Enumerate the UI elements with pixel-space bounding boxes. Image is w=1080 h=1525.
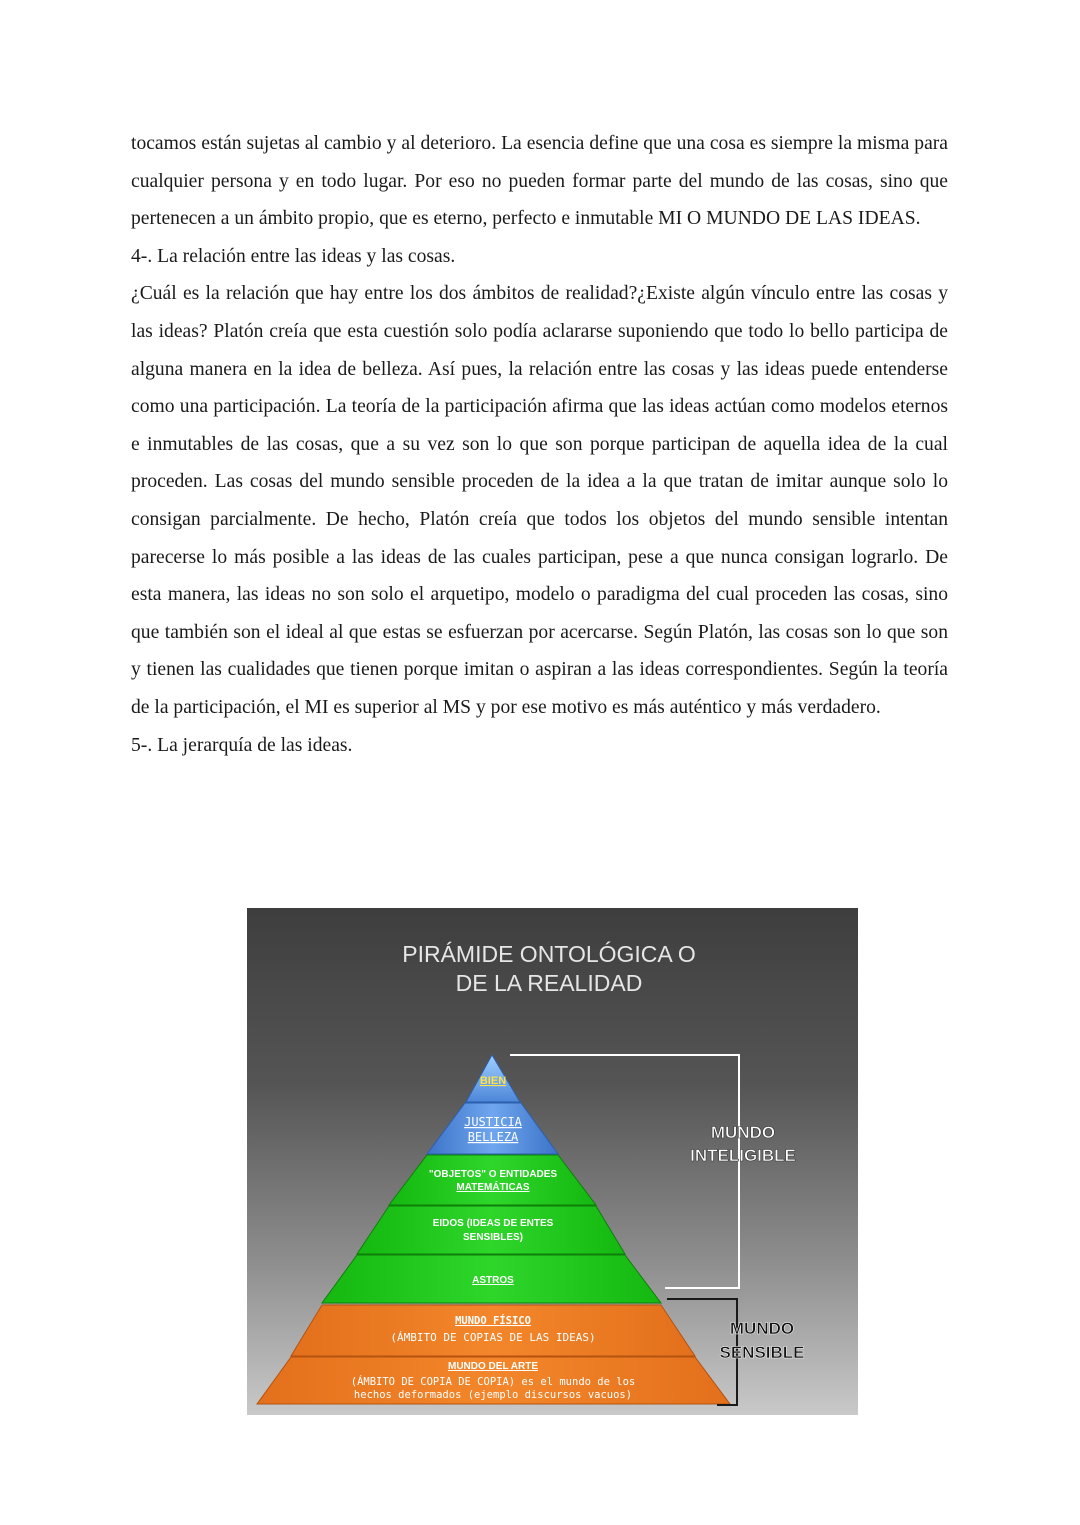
- pyramid-title-line1: PIRÁMIDE ONTOLÓGICA O: [402, 941, 696, 967]
- label-mundo-inteligible-1: MUNDO: [710, 1123, 776, 1142]
- heading-relacion: 4-. La relación entre las ideas y las cosas.: [131, 245, 456, 267]
- label-mundo-sensible-2: SENSIBLE: [719, 1343, 805, 1362]
- label-belleza: BELLEZA: [467, 1130, 519, 1144]
- paragraph-esencia: tocamos están sujetas al cambio y al deterioro. La esencia define que una cosa es siempre la misma para cualquier persona y en todo lugar. Por eso no pueden formar parte del mundo de las cosas, sino que pertenecen a un ámbito propio, que es eterno, perfecto e inmutable MI O MUNDO DE LAS IDEAS.: [131, 133, 948, 230]
- label-arte-2: (ÁMBITO DE COPIA DE COPIA) es el mundo de los: [350, 1376, 636, 1388]
- label-bien: BIEN: [479, 1075, 507, 1087]
- label-mundo-sensible-1: MUNDO: [729, 1319, 795, 1338]
- body-text: [131, 125, 948, 764]
- paragraph-participacion: ¿Cuál es la relación que hay entre los dos ámbitos de realidad?¿Existe algún vínculo entre las cosas y las ideas? Platón creía que esta cuestión solo podía aclararse suponiendo que todo lo bello participa de alguna manera en la idea de belleza. Así pues, la relación entre las cosas y las ideas puede entenderse como una participación. La teoría de la participación afirma que las ideas actúan como modelos eternos e inmutables de las cosas, que a su vez son lo que son porque participan de aquella idea de la cual proceden. Las cosas del mundo sensible proceden de la idea a la que tratan de imitar aunque solo lo consigan parcialmente. De hecho, Platón creía que todos los objetos del mundo sensible intentan parecerse lo más posible a las ideas de las cuales participan, pese a que nunca consigan lograrlo. De esta manera, las ideas no son solo el arquetipo, modelo o paradigma del cual proceden las cosas, sino que también son el ideal al que estas se esfuerzan por acercarse. Según Platón, las cosas son lo que son y tienen las cualidades que tienen porque imitan o aspiran a las ideas correspondientes. Según la teoría de la participación, el MI es superior al MS y por ese motivo es más auténtico y más verdadero.: [131, 283, 948, 718]
- label-objetos-2: MATEMÁTICAS: [456, 1182, 530, 1193]
- label-fisico-2: (ÁMBITO DE COPIAS DE LAS IDEAS): [390, 1331, 596, 1344]
- pyramid-title-line2: DE LA REALIDAD: [455, 970, 643, 996]
- label-eidos-1: EIDOS (IDEAS DE ENTES: [432, 1218, 554, 1229]
- label-astros: ASTROS: [472, 1275, 514, 1286]
- label-justicia: JUSTICIA: [464, 1115, 522, 1129]
- tier-eidos: [357, 1206, 625, 1254]
- label-arte-1: MUNDO DEL ARTE: [448, 1361, 538, 1372]
- label-arte-3: hechos deformados (ejemplo discursos vacuos): [353, 1389, 633, 1401]
- label-objetos-1: "OBJETOS" O ENTIDADES: [428, 1169, 558, 1180]
- label-mundo-inteligible-2: INTELIGIBLE: [690, 1146, 796, 1165]
- tier-objetos: [389, 1155, 596, 1205]
- label-eidos-2: SENSIBLES): [462, 1232, 524, 1243]
- pyramid-slide: [247, 908, 858, 1415]
- label-fisico-1: MUNDO FÍSICO: [455, 1315, 531, 1327]
- heading-jerarquia: 5-. La jerarquía de las ideas.: [131, 734, 353, 756]
